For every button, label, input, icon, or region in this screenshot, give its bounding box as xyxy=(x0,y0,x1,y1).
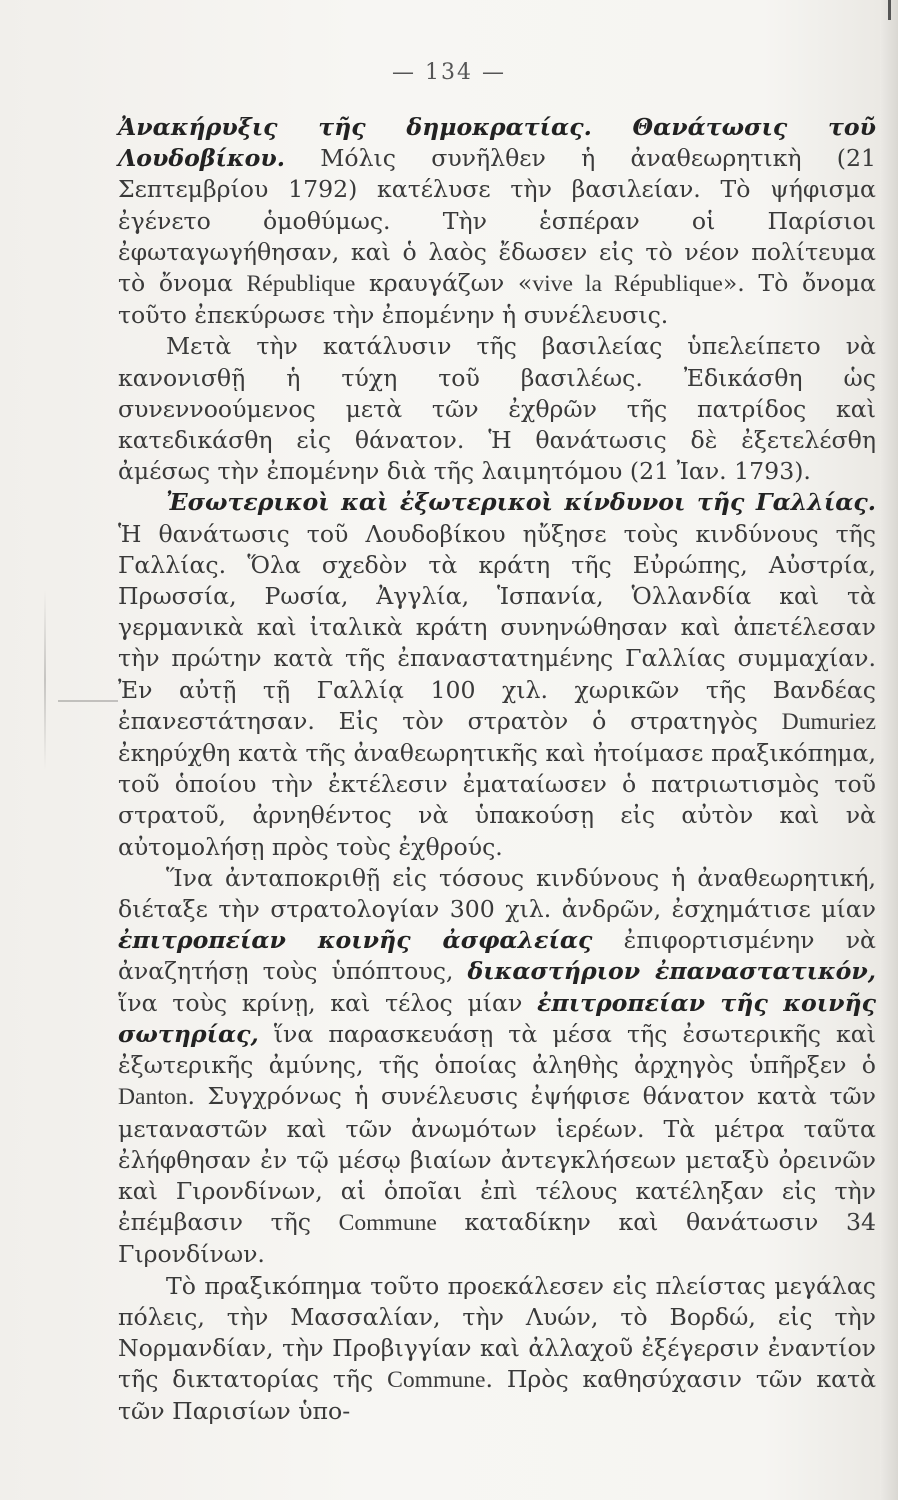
edge-mark xyxy=(888,0,891,20)
bold-term: ἐπιτροπείαν τῆς κοινῆς σωτηρίας, xyxy=(118,988,876,1048)
paragraph-text: ἵνα παρασκευάσῃ τὰ μέσα τῆς ἐσωτερικῆς καὶ ἐξωτερικῆς ἀμύνης, τῆς ὁποίας ἀληθὴς ἀρχηγὸς ὑπῆρξεν ὁ xyxy=(118,1019,876,1080)
paragraph-text: . Πρὸς καθησύχασιν τῶν κατὰ τῶν Παρισίων ὑπο- xyxy=(118,1365,877,1426)
bold-term: ἐπιτροπείαν κοινῆς ἀσφαλείας xyxy=(118,926,593,955)
section-heading-dangers: Ἐσωτερικοὶ καὶ ἐξωτερικοὶ κίνδυνοι τῆς Γαλλίας. xyxy=(166,488,876,517)
latin-term: Danton xyxy=(118,1084,188,1111)
paragraph-proclamation xyxy=(118,112,876,331)
paragraph-text: Ἵνα ἀνταποκριθῇ εἰς τόσους κινδύνους ἡ ἀναθεωρητική, διέταξε τὴν στρατολογίαν 300 χιλ. ἀνδρῶν, ἐσχημάτισε μίαν xyxy=(118,863,876,924)
paragraph-text: ἐκηρύχθη κατὰ τῆς ἀναθεωρητικῆς καὶ ἠτοίμασε πραξικόπημα, τοῦ ὁποίου τὴν ἐκτέλεσιν ἐματαίωσεν ὁ πατριωτισμὸς τοῦ στρατοῦ, ἀρνηθέντος νὰ ὑπακούσῃ εἰς αὐτὸν καὶ νὰ αὐτομολήσῃ πρὸς τοὺς ἐχθρούς. xyxy=(118,739,876,861)
latin-term: vive la République xyxy=(532,271,723,298)
paragraph-execution xyxy=(118,331,876,487)
paragraph-text: Μόλις συνῆλθεν ἡ ἀναθεωρητικὴ (21 Σεπτεμβρίου 1792) κατέλυσε τὴν βασιλείαν. Τὸ ψήφισμα ἐγένετο ὁμοθύμως. Τὴν ἑσπέραν οἱ Παρίσιοι ἐφωταγωγήθησαν, καὶ ὁ λαὸς ἔδωσεν εἰς τὸ νέον πολίτευμα τὸ ὄνομα xyxy=(118,144,876,298)
paragraph-text: ἐπιφορτισμένην νὰ ἀναζητήσῃ τοὺς ὑπόπτους, xyxy=(118,926,876,986)
body-text xyxy=(118,112,876,1428)
paragraph-text: Ἡ θανάτωσις τοῦ Λουδοβίκου ηὔξησε τοὺς κινδύνους τῆς Γαλλίας. Ὅλα σχεδὸν τὰ κράτη τῆς Εὐρώπης, Αὐστρία, Πρωσσία, Ρωσία, Ἀγγλία, Ἱσπανία, Ὁλλανδία καὶ τὰ γερμανικὰ καὶ ἰταλικὰ κράτη συνηνώθησαν καὶ ἀπετέλεσαν τὴν πρώτην κατὰ τῆς ἐπαναστατημένης Γαλλίας συμμαχίαν. Ἐν αὐτῇ τῇ Γαλλίᾳ 100 χιλ. χωρικῶν τῆς Βανδέας ἐπανεστάτησαν. Εἰς τὸν στρατὸν ὁ στρατηγὸς xyxy=(118,519,876,735)
page-edge-shadow xyxy=(880,0,898,1500)
latin-term: Commune xyxy=(387,1367,486,1394)
paragraph-text: Μετὰ τὴν κατάλυσιν τῆς βασιλείας ὑπελείπετο νὰ κανονισθῇ ἡ τύχη τοῦ βασιλέως. Ἐδικάσθη ὡς συνεννοούμενος μετὰ τῶν ἐχθρῶν τῆς πατρίδος καὶ κατεδικάσθη εἰς θάνατον. Ἡ θανάτωσις δὲ ἐξετελέσθη ἀμέσως τὴν ἐπομένην διὰ τῆς λαιμητόμου (21 Ἰαν. 1793). xyxy=(118,332,876,486)
paragraph-text: ». Τὸ ὄνομα τοῦτο ἐπεκύρωσε τὴν ἐπομένην ἡ συνέλευσις. xyxy=(118,269,876,330)
paragraph-text: καταδίκην καὶ θανάτωσιν 34 Γιρονδίνων. xyxy=(118,1208,876,1269)
latin-term: Dumuriez xyxy=(781,708,876,735)
paragraph-text: ἵνα τοὺς κρίνῃ, καὶ τέλος μίαν xyxy=(118,988,538,1017)
margin-pencil-mark xyxy=(58,700,118,702)
page-number: — 134 — xyxy=(392,60,506,85)
paragraph-text: κραυγάζων « xyxy=(355,269,533,298)
paragraph-text: Τὸ πραξικόπημα τοῦτο προεκάλεσεν εἰς πλείστας μεγάλας πόλεις, τὴν Μασσαλίαν, τὴν Λυών, τὸ Βορδώ, εἰς τὴν Νορμανδίαν, τὴν Προβιγγίαν καὶ ἀλλαχοῦ ἐξέγερσιν ἐναντίον τῆς δικτατορίας τῆς xyxy=(118,1271,876,1394)
paragraph-measures xyxy=(118,863,876,1271)
bold-term: δικαστήριον ἐπαναστατικόν, xyxy=(467,957,876,986)
section-heading-proclamation: Ἀνακήρυξις τῆς δημοκρατίας. Θανάτωσις τοῦ Λουδοβίκου. xyxy=(118,113,876,173)
paragraph-text: . Συγχρόνως ἡ συνέλευσις ἐψήφισε θάνατον κατὰ τῶν μεταναστῶν καὶ τῶν ἀνωμότων ἱερέων. Τὰ μέτρα ταῦτα ἐλήφθησαν ἐν τῷ μέσῳ βιαίων ἀντεγκλήσεων μεταξὺ ὀρεινῶν καὶ Γιρονδίνων, αἱ ὁποῖαι ἐπὶ τέλους κατέληξαν εἰς τὴν ἐπέμβασιν τῆς xyxy=(118,1082,876,1237)
latin-term: République xyxy=(246,271,356,298)
latin-term: Commune xyxy=(338,1210,437,1237)
paragraph-uprisings xyxy=(118,1271,876,1428)
paragraph-dangers xyxy=(118,487,876,862)
margin-smudge xyxy=(44,590,46,770)
